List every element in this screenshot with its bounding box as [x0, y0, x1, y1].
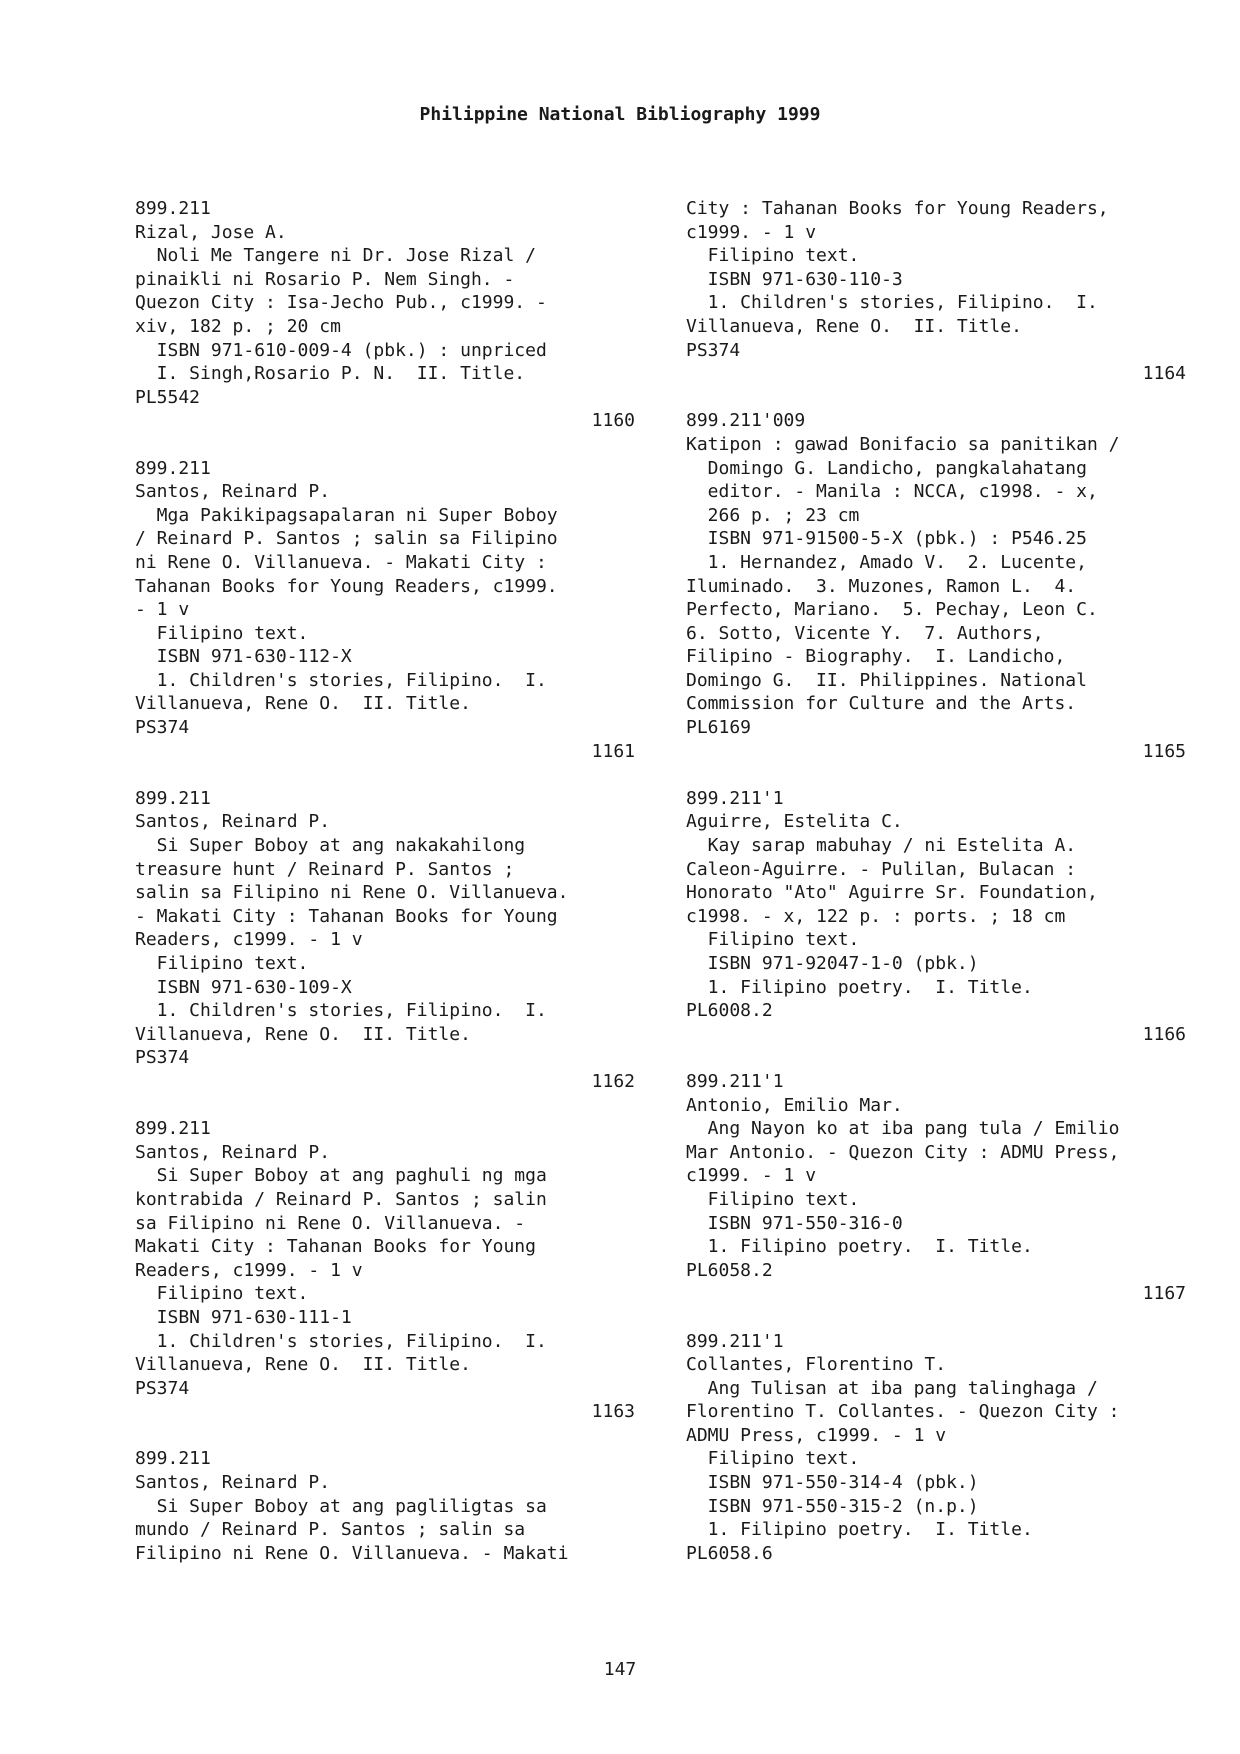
- entry-line: Filipino text.: [686, 1448, 860, 1470]
- entry-line: Antonio, Emilio Mar.: [686, 1094, 903, 1116]
- entry-line: mundo / Reinard P. Santos ; salin sa: [135, 1519, 526, 1541]
- entry-line: Mga Pakikipagsapalaran ni Super Boboy: [135, 504, 558, 526]
- entry-line: 899.211: [135, 457, 211, 479]
- entry-line: Filipino ni Rene O. Villanueva. - Makati: [135, 1542, 569, 1564]
- entry-number: 1164: [1142, 363, 1186, 385]
- entry-number: 1162: [591, 1070, 635, 1092]
- entry-line: c1999. - 1 v: [686, 1165, 817, 1187]
- entry-line: ISBN 971-630-110-3: [686, 268, 903, 290]
- entry-line: PS374: [135, 1377, 190, 1399]
- entry-line: 1. Filipino poetry. I. Title.: [686, 1236, 1033, 1258]
- entry-line: ni Rene O. Villanueva. - Makati City :: [135, 551, 547, 573]
- entry-line: xiv, 182 p. ; 20 cm: [135, 315, 341, 337]
- entry-line: ISBN 971-630-112-X: [135, 646, 352, 668]
- page-title: Philippine National Bibliography 1999: [419, 104, 821, 125]
- entry-separator: [686, 763, 1186, 787]
- entry-line: 899.211'1: [686, 1070, 784, 1092]
- entry-line: 899.211'009: [686, 410, 806, 432]
- entry-line: PL6058.2: [686, 1259, 773, 1281]
- entry-line: 899.211: [135, 198, 211, 219]
- entry-number: 1161: [591, 740, 635, 762]
- entry-line: 1. Children's stories, Filipino. I.: [135, 669, 547, 691]
- entry-separator: [135, 433, 635, 457]
- entry-line: ISBN 971-630-111-1: [135, 1306, 352, 1328]
- entry-number: 1165: [1142, 740, 1186, 762]
- entry-line: Si Super Boboy at ang paghuli ng mga: [135, 1165, 547, 1187]
- entry-line: ADMU Press, c1999. - 1 v: [686, 1424, 947, 1446]
- entry-line: 266 p. ; 23 cm: [686, 504, 860, 526]
- entry-line: Rizal, Jose A.: [135, 221, 287, 243]
- entry-line: 1. Hernandez, Amado V. 2. Lucente,: [686, 551, 1087, 573]
- entry-number: 1167: [1142, 1283, 1186, 1305]
- entry-line: 1. Children's stories, Filipino. I.: [135, 1330, 547, 1352]
- entry-line: ISBN 971-92047-1-0 (pbk.): [686, 953, 979, 974]
- entry-line: Kay sarap mabuhay / ni Estelita A.: [686, 835, 1077, 857]
- entry-line: Santos, Reinard P.: [135, 811, 331, 833]
- entry-separator: [686, 1046, 1186, 1070]
- entry-line: treasure hunt / Reinard P. Santos ;: [135, 858, 515, 880]
- entry-line: Tahanan Books for Young Readers, c1999.: [135, 575, 558, 597]
- entry-line: 899.211'1: [686, 787, 784, 809]
- entry-line: Filipino text.: [686, 1188, 860, 1210]
- entry-line: Mar Antonio. - Quezon City : ADMU Press,: [686, 1141, 1120, 1163]
- entry-line: Filipino text.: [135, 622, 309, 644]
- entry-line: PS374: [135, 1047, 190, 1069]
- entry-line: Filipino text.: [686, 929, 860, 951]
- entry-line: salin sa Filipino ni Rene O. Villanueva.: [135, 882, 569, 904]
- entry-line: 899.211: [135, 1448, 211, 1470]
- entry-line: Caleon-Aguirre. - Pulilan, Bulacan :: [686, 858, 1077, 880]
- entry-separator: [686, 386, 1186, 410]
- left-column: [135, 197, 635, 1565]
- entry-line: c1999. - 1 v: [686, 221, 817, 243]
- page-number: 147: [603, 1659, 637, 1680]
- entry-line: pinaikli ni Rosario P. Nem Singh. -: [135, 268, 515, 290]
- entry-line: 6. Sotto, Vicente Y. 7. Authors,: [686, 622, 1044, 644]
- entry-line: Honorato "Ato" Aguirre Sr. Foundation,: [686, 882, 1098, 904]
- entry-line: Santos, Reinard P.: [135, 1472, 331, 1494]
- entry-line: Filipino - Biography. I. Landicho,: [686, 646, 1066, 668]
- entry-line: Perfecto, Mariano. 5. Pechay, Leon C.: [686, 599, 1098, 621]
- entry-line: City : Tahanan Books for Young Readers,: [686, 198, 1109, 219]
- entry-line: Commission for Culture and the Arts.: [686, 693, 1077, 715]
- entry-line: ISBN 971-610-009-4 (pbk.) : unpriced: [135, 339, 547, 361]
- entry-number: 1166: [1142, 1023, 1186, 1045]
- entry-line: ISBN 971-91500-5-X (pbk.) : P546.25: [686, 528, 1087, 550]
- entry-line: Domingo G. II. Philippines. National: [686, 669, 1087, 691]
- entry-line: Ang Nayon ko at iba pang tula / Emilio: [686, 1118, 1120, 1140]
- entry-line: 1. Filipino poetry. I. Title.: [686, 976, 1033, 998]
- entry-line: PL6058.6: [686, 1542, 773, 1564]
- entry-line: Villanueva, Rene O. II. Title.: [135, 1023, 471, 1045]
- entry-line: PL6169: [686, 717, 752, 739]
- entry-number: 1160: [591, 410, 635, 432]
- entry-line: Villanueva, Rene O. II. Title.: [686, 315, 1022, 337]
- entry-line: Si Super Boboy at ang nakakahilong: [135, 835, 526, 857]
- entry-line: Filipino text.: [686, 245, 860, 267]
- entry-separator: [686, 1306, 1186, 1330]
- entry-line: Florentino T. Collantes. - Quezon City :: [686, 1401, 1120, 1423]
- entry-line: Si Super Boboy at ang pagliligtas sa: [135, 1495, 547, 1517]
- entry-line: 899.211: [135, 787, 211, 809]
- entry-line: 1. Children's stories, Filipino. I.: [135, 1000, 547, 1022]
- entry-line: 899.211'1: [686, 1330, 784, 1352]
- entry-separator: [135, 1094, 635, 1118]
- entry-line: PS374: [135, 717, 190, 739]
- entry-line: - 1 v: [135, 599, 190, 621]
- entry-line: kontrabida / Reinard P. Santos ; salin: [135, 1188, 547, 1210]
- entry-line: Collantes, Florentino T.: [686, 1354, 947, 1376]
- entry-line: sa Filipino ni Rene O. Villanueva. -: [135, 1212, 526, 1234]
- entry-line: Aguirre, Estelita C.: [686, 811, 903, 833]
- entry-line: Filipino text.: [135, 1283, 309, 1305]
- entry-line: Domingo G. Landicho, pangkalahatang: [686, 457, 1087, 479]
- entry-line: Makati City : Tahanan Books for Young: [135, 1236, 536, 1258]
- entry-line: Ang Tulisan at iba pang talinghaga /: [686, 1377, 1098, 1399]
- entry-line: ISBN 971-550-314-4 (pbk.): [686, 1472, 979, 1494]
- entry-line: Santos, Reinard P.: [135, 1141, 331, 1163]
- entry-line: 899.211: [135, 1118, 211, 1140]
- right-column: [686, 197, 1186, 1565]
- entry-line: I. Singh,Rosario P. N. II. Title.: [135, 363, 526, 385]
- entry-line: PL5542: [135, 386, 201, 408]
- entry-line: Quezon City : Isa-Jecho Pub., c1999. -: [135, 292, 547, 314]
- entry-line: ISBN 971-630-109-X: [135, 976, 352, 998]
- entry-line: - Makati City : Tahanan Books for Young: [135, 905, 558, 927]
- entry-line: Katipon : gawad Bonifacio sa panitikan /: [686, 433, 1120, 455]
- entry-separator: [135, 763, 635, 787]
- entry-line: ISBN 971-550-316-0: [686, 1212, 903, 1234]
- entry-number: 1163: [591, 1401, 635, 1423]
- entry-line: Readers, c1999. - 1 v: [135, 929, 363, 951]
- entry-line: Santos, Reinard P.: [135, 481, 331, 503]
- entry-line: ISBN 971-550-315-2 (n.p.): [686, 1495, 979, 1517]
- entry-line: / Reinard P. Santos ; salin sa Filipino: [135, 528, 558, 550]
- entry-line: Villanueva, Rene O. II. Title.: [135, 693, 471, 715]
- entry-line: Iluminado. 3. Muzones, Ramon L. 4.: [686, 575, 1077, 597]
- entry-line: PL6008.2: [686, 1000, 773, 1022]
- entry-line: Villanueva, Rene O. II. Title.: [135, 1354, 471, 1376]
- entry-line: PS374: [686, 339, 741, 361]
- entry-line: Noli Me Tangere ni Dr. Jose Rizal /: [135, 245, 536, 267]
- entry-line: 1. Children's stories, Filipino. I.: [686, 292, 1098, 314]
- entry-line: 1. Filipino poetry. I. Title.: [686, 1519, 1033, 1541]
- entry-line: Readers, c1999. - 1 v: [135, 1259, 363, 1281]
- entry-line: Filipino text.: [135, 953, 309, 974]
- entry-line: c1998. - x, 122 p. : ports. ; 18 cm: [686, 905, 1066, 927]
- entry-line: editor. - Manila : NCCA, c1998. - x,: [686, 481, 1098, 503]
- entry-separator: [135, 1424, 635, 1448]
